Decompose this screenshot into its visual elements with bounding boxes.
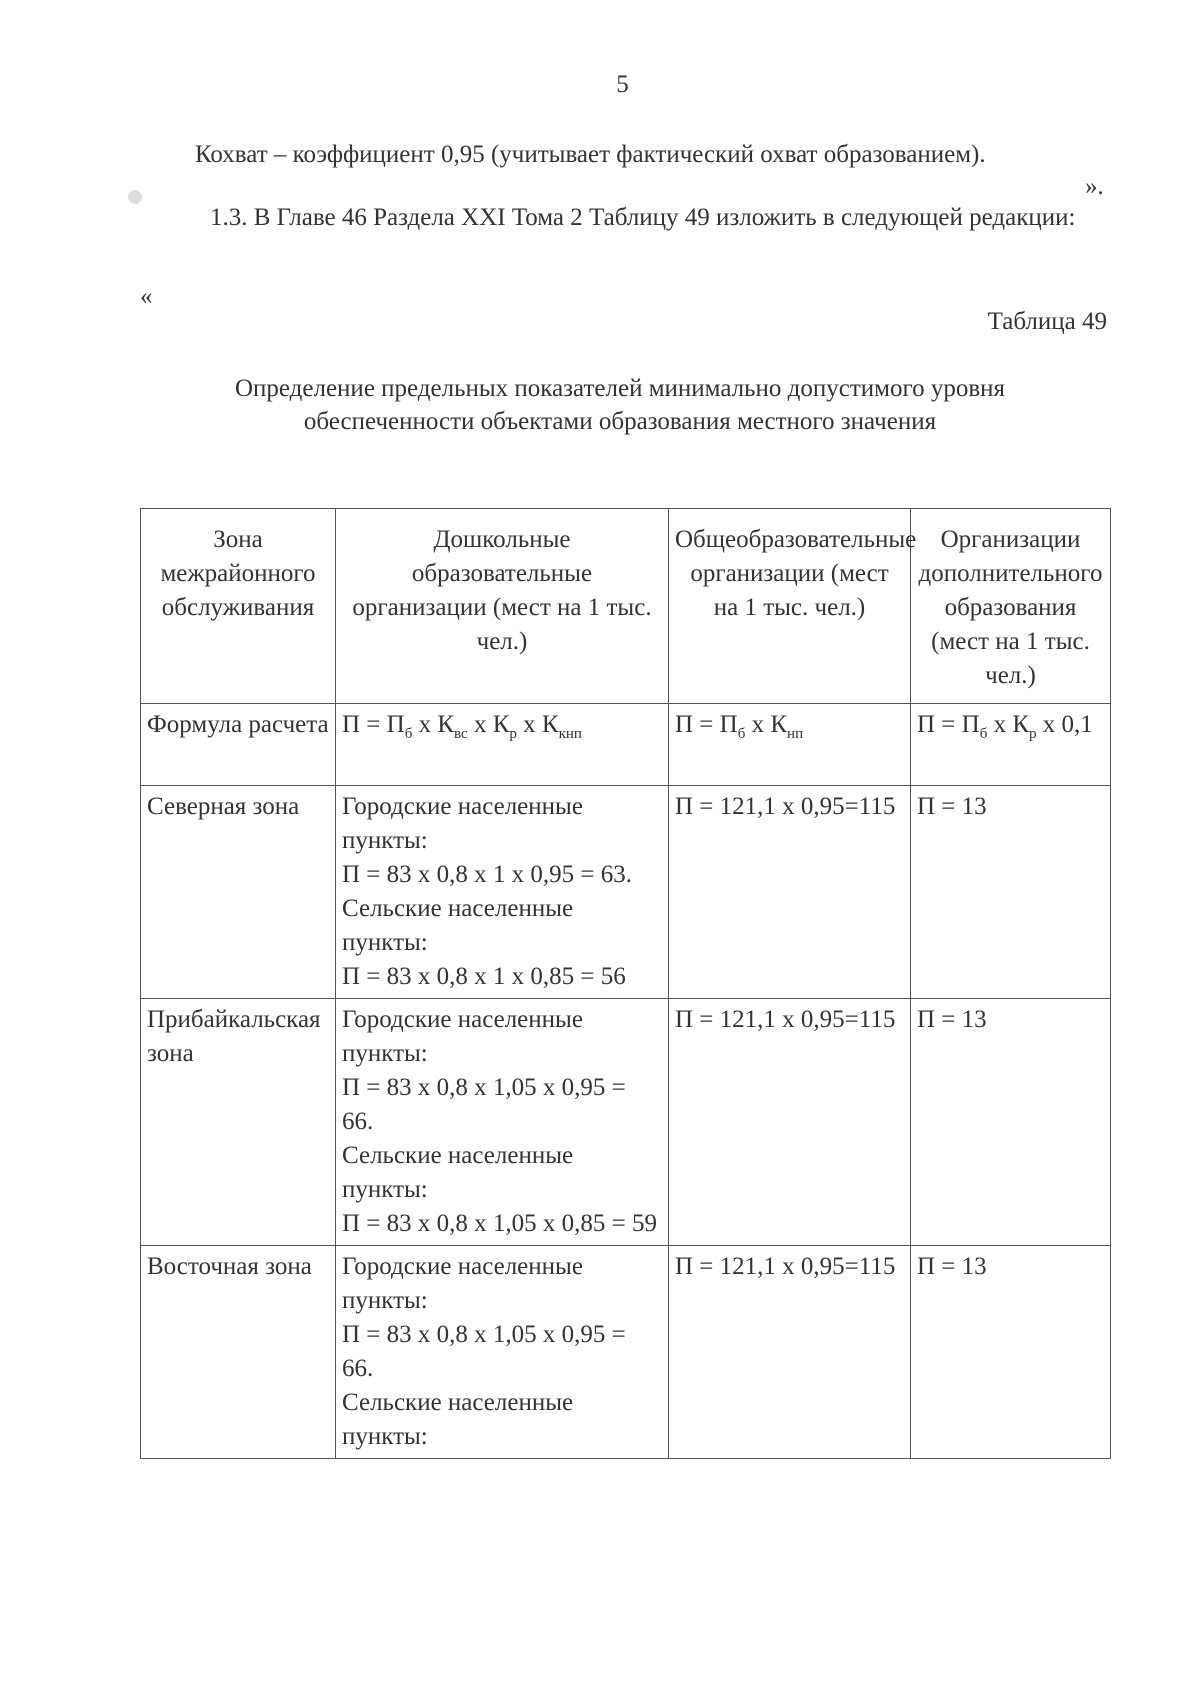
rural-label: Сельские населенные пункты: [342, 1142, 574, 1203]
additional-value: П = 13 [911, 999, 1111, 1246]
urban-formula: П = 83 х 0,8 х 1,05 х 0,95 = 66. [342, 1321, 626, 1382]
table-row [141, 1246, 1111, 1459]
general-value: П = 121,1 х 0,95=115 [669, 999, 911, 1246]
rural-formula: П = 83 х 0,8 х 1 х 0,85 = 56 [342, 963, 626, 990]
urban-label: Городские населенные пункты: [342, 1006, 583, 1067]
zones-table [140, 508, 1111, 1459]
zone-name: Восточная зона [141, 1246, 336, 1459]
formula-general: $П = П_б$ х $К_{нп}$ [669, 704, 911, 786]
table-row [141, 999, 1111, 1246]
urban-label: Городские населенные пункты: [342, 793, 583, 854]
table-header-row [141, 509, 1111, 704]
formula-row [141, 704, 1111, 786]
urban-label: Городские населенные пункты: [342, 1253, 583, 1314]
table-title: Определение предельных показателей минимально допустимого уровня обеспеченности объектами образования местного значения [234, 375, 1006, 435]
urban-formula: П = 83 х 0,8 х 1 х 0,95 = 63. [342, 861, 633, 888]
zone-name: Прибайкальская зона [141, 999, 336, 1246]
paragraph-kohvat: Кохват – коэффициент 0,95 (учитывает фактический охват образованием). [195, 141, 986, 168]
preschool-values [336, 999, 669, 1246]
additional-value: П = 13 [911, 1246, 1111, 1459]
closing-quote: ». [1085, 173, 1104, 200]
preschool-values [336, 1246, 669, 1459]
general-value: П = 121,1 х 0,95=115 [669, 786, 911, 999]
opening-quote: « [140, 283, 153, 310]
header-additional: Организации дополнительного образования (мест на 1 тыс. чел.) [911, 509, 1111, 704]
additional-value: П = 13 [911, 786, 1111, 999]
table-row [141, 786, 1111, 999]
header-general: Общеобразовательные организации (мест на 1 тыс. чел.) [669, 509, 911, 704]
formula-additional: $П = П_б$ х $К_р$ х 0,1 [911, 704, 1111, 786]
zone-name: Северная зона [141, 786, 336, 999]
formula-preschool: $П = П_б$ х $К_{вс}$ х $К_р$ х $К_{кнп}$ [336, 704, 669, 786]
rural-label: Сельские населенные пункты: [342, 1389, 574, 1450]
rural-formula: П = 83 х 0,8 х 1,05 х 0,85 = 59 [342, 1210, 658, 1237]
preschool-values [336, 786, 669, 999]
formula-label: Формула расчета [141, 704, 336, 786]
table-label: Таблица 49 [987, 308, 1107, 335]
rural-label: Сельские населенные пункты: [342, 895, 574, 956]
header-zone: Зона межрайонного обслуживания [141, 509, 336, 704]
header-preschool: Дошкольные образовательные организации (мест на 1 тыс. чел.) [336, 509, 669, 704]
general-value: П = 121,1 х 0,95=115 [669, 1246, 911, 1459]
urban-formula: П = 83 х 0,8 х 1,05 х 0,95 = 66. [342, 1074, 626, 1135]
page-number: 5 [616, 71, 629, 98]
paragraph-1-3: 1.3. В Главе 46 Раздела XXI Тома 2 Таблицу 49 изложить в следующей редакции: [210, 204, 1076, 231]
